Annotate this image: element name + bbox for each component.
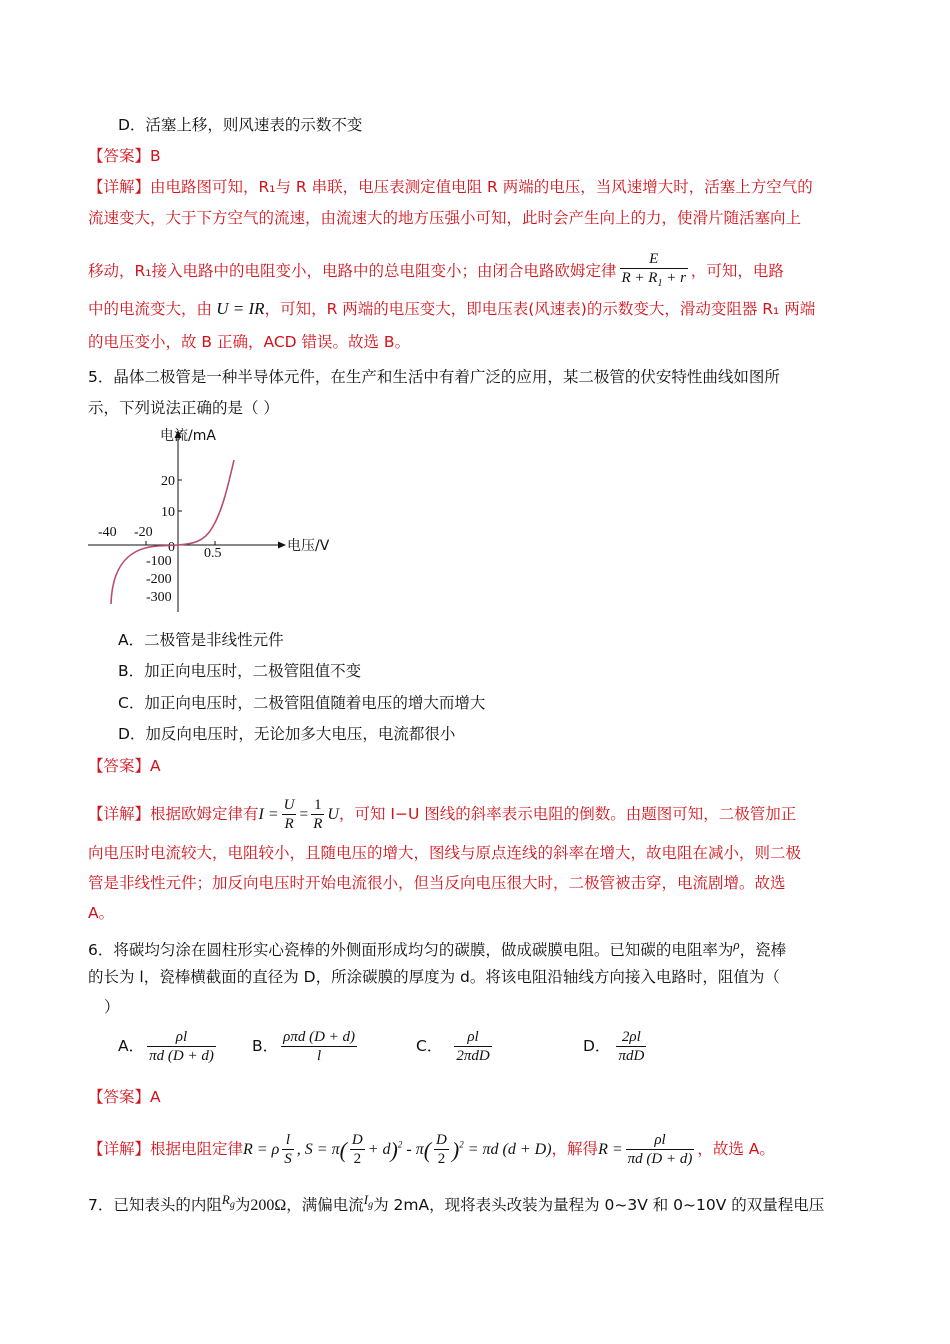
- q4-detail-line3: [88, 250, 784, 293]
- q5-option-c: C．加正向电压时，二极管阻值随着电压的增大而增大: [118, 694, 486, 712]
- y-tick-label-10: 10: [161, 505, 175, 520]
- q6-detail-text: 【详解】根据电阻定律: [88, 1140, 244, 1158]
- q6-option-d: [583, 1028, 649, 1065]
- q4-detail-line5: 的电压变小，故 B 正确，ACD 错误。故选 B。: [88, 333, 411, 351]
- q5-detail-line1-tail: ，可知 I−U 图线的斜率表示电阻的倒数。由题图可知，二极管加正: [338, 805, 797, 823]
- q7-stem-text-a: 7．已知表头的内阻: [88, 1196, 222, 1214]
- q4-detail-line4-text: 中的电流变大，由: [88, 300, 213, 318]
- q6-stem-line1-text: 6．将碳均匀涂在圆柱形实心瓷棒的外侧面形成均匀的碳膜，做成碳膜电阻。已知碳的电阻率为: [88, 941, 734, 959]
- q4-detail-line3-tail: ，可知，电路: [690, 262, 784, 280]
- y-tick-label-neg100: -100: [146, 554, 172, 569]
- q6-option-c-label: C．: [416, 1037, 443, 1055]
- q6-option-a-formula: $\frac{\rho l}{\pi d (D + d)}$: [149, 1029, 214, 1064]
- x-tick-label-neg20: -20: [134, 525, 153, 540]
- x-tick-label-0.5: 0.5: [204, 546, 222, 561]
- resistance-value: 200Ω: [250, 1197, 287, 1214]
- rho-symbol: ρ: [733, 937, 740, 952]
- q7-stem-text-b: 为: [234, 1196, 251, 1214]
- q6-stem-line3: ）: [104, 998, 120, 1016]
- q4-detail-line4: [88, 298, 815, 320]
- q5-stem-line2: 示，下列说法正确的是（ ）: [88, 399, 279, 417]
- y-tick-label-neg200: -200: [146, 572, 172, 587]
- closed-circuit-ohm-formula: $\frac{E}{R + R_1 + r}$: [621, 251, 686, 289]
- q6-stem-line2: 的长为 l，瓷棒横截面的直径为 D，所涂碳膜的厚度为 d。将该电阻沿轴线方向接入电路时，阻值为（: [88, 968, 780, 986]
- x-tick-label-0: 0: [168, 540, 175, 555]
- ohm-frac-u-r: $\frac{U}{R}$: [283, 797, 295, 832]
- q6-option-d-formula: $\frac{2\rho l}{\text{πdD}}$: [618, 1029, 645, 1064]
- resistance-law-frac: $\frac{l}{S}$: [284, 1132, 292, 1167]
- q5-detail-line3: 管是非线性元件；加反向电压时开始电流很小，但当反向电压很大时，二极管被击穿，电流剧增。故选: [88, 874, 786, 892]
- q6-option-b: [252, 1028, 360, 1065]
- q7-stem-text-c: ，满偏电流: [286, 1196, 364, 1214]
- ohm-frac-1-r: $\frac{1}{R}$: [313, 797, 323, 832]
- q4-answer: 【答案】B: [88, 147, 161, 165]
- q5-detail-line2: 向电压时电流较大，电阻较小，且随电压的增大，图线与原点连线的斜率在增大，故电阻在减小，则二极: [88, 844, 802, 862]
- q4-option-d: D．活塞上移，则风速表的示数不变: [118, 116, 363, 134]
- x-axis-arrow: [278, 542, 286, 549]
- q6-stem-line1-tail: ，瓷棒: [739, 941, 787, 959]
- ig-symbol: Ig: [363, 1192, 374, 1211]
- q6-option-a-label: A．: [118, 1037, 145, 1055]
- q6-option-b-label: B．: [252, 1037, 279, 1055]
- q6-detail-tail: ，故选 A。: [697, 1140, 775, 1158]
- q6-detail: 【详解】根据电阻定律R = ρ $\frac{l}{S}$ , S = π( $\frac{D}{2}$ + d)$^2$ - π( $\frac{D}{2}$ )$^2$ = πd (d + D)，解得R = $\frac{\rho l}{\pi d (D + d)}$ ，故选 A。: [88, 1132, 775, 1167]
- q4-detail-line4-tail: ，可知，R 两端的电压变大，即电压表(风速表)的示数变大，滑动变阻器 R₁ 两端: [264, 300, 816, 318]
- q6-option-b-formula: $\frac{\text{ρπd (D + d)}}{l}$: [283, 1029, 356, 1064]
- q6-stem-line1: [88, 934, 786, 961]
- area-formula: , S = π(: [296, 1137, 347, 1163]
- rg-symbol: Rg: [221, 1192, 235, 1211]
- y-tick-label-20: 20: [161, 474, 175, 489]
- q4-detail-line2: 流速变大，大于下方空气的流速，由流速大的地方压强小可知，此时会产生向上的力，使滑片随活塞向上: [88, 209, 802, 227]
- q5-option-b: B．加正向电压时，二极管阻值不变: [118, 662, 362, 680]
- q6-answer: 【答案】A: [88, 1088, 161, 1106]
- q6-option-c: [416, 1028, 495, 1065]
- q5-detail-line1: 【详解】根据欧姆定律有I = $\frac{U}{R}$ = $\frac{1}{R}$ U，可知 I−U 图线的斜率表示电阻的倒数。由题图可知，二极管加正: [88, 797, 797, 832]
- q4-detail-line1: 【详解】由电路图可知，R₁与 R 串联，电压表测定值电阻 R 两端的电压，当风速增大时，活塞上方空气的: [88, 178, 813, 196]
- ohm-law-formula: I =: [258, 806, 279, 823]
- y-tick-label-neg300: -300: [146, 590, 172, 605]
- x-axis-label: 电压/V: [287, 538, 330, 554]
- q7-stem-line1: [88, 1189, 824, 1217]
- resistance-law-formula: R = ρ: [243, 1141, 280, 1158]
- ohm-formula-u-ir: U = IR: [212, 299, 265, 318]
- q6-option-a: [118, 1028, 219, 1065]
- y-axis-label: 电流/mA: [160, 428, 216, 444]
- q7-stem-text-d: 为 2mA，现将表头改装为量程为 0~3V 和 0~10V 的双量程电压: [373, 1196, 825, 1214]
- q5-option-d: D．加反向电压时，无论加多大电压，电流都很小: [118, 725, 456, 743]
- q6-detail-mid: ，解得: [551, 1140, 599, 1158]
- x-tick-label-neg40: -40: [98, 525, 117, 540]
- q6-option-d-label: D．: [583, 1037, 611, 1055]
- diode-iv-chart: [80, 420, 370, 620]
- q5-detail-line1-text: 【详解】根据欧姆定律有: [88, 805, 259, 823]
- q4-detail-line3-text: 移动，R₁接入电路中的电阻变小，电路中的总电阻变小；由闭合电路欧姆定律: [88, 262, 617, 280]
- q5-detail-line4: A。: [88, 904, 115, 922]
- q6-option-c-formula: $\frac{\rho l}{\text{2πdD}}$: [456, 1029, 490, 1064]
- q5-answer: 【答案】A: [88, 757, 161, 775]
- result-formula: R =: [598, 1141, 623, 1158]
- q5-option-a: A．二极管是非线性元件: [118, 631, 284, 649]
- q5-stem-line1: 5．晶体二极管是一种半导体元件，在生产和生活中有着广泛的应用，某二极管的伏安特性曲线如图所: [88, 368, 780, 386]
